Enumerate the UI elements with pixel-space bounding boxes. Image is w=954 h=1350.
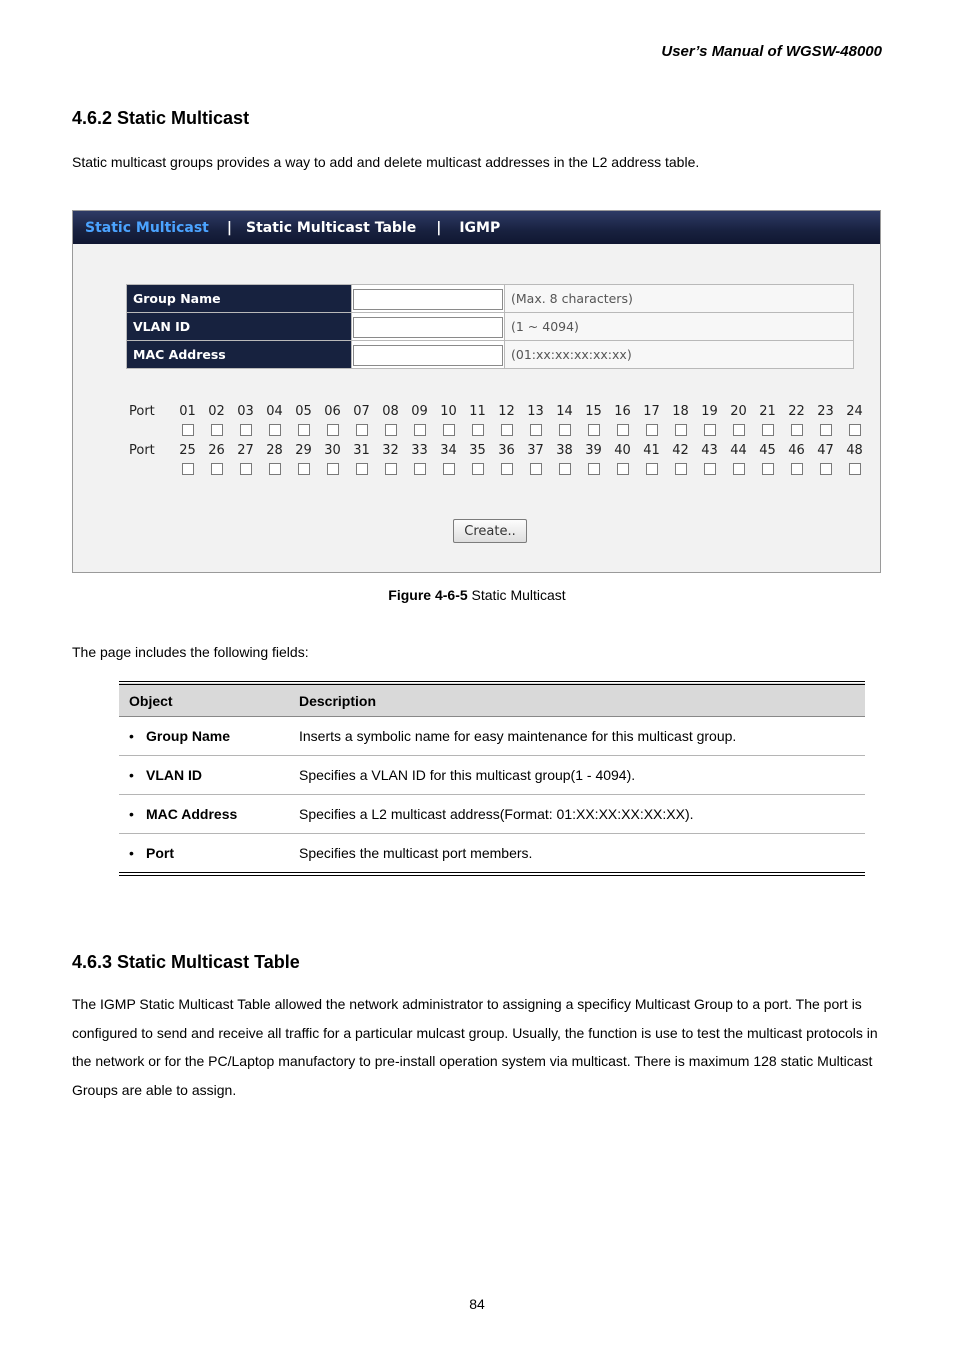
field-description-table xyxy=(119,681,865,876)
group-name-label: Group Name xyxy=(127,285,352,313)
port-row-label: Port xyxy=(129,443,155,458)
port-checkbox[interactable] xyxy=(762,424,774,436)
port-checkbox[interactable] xyxy=(530,424,542,436)
port-cell xyxy=(202,403,231,436)
port-checkbox[interactable] xyxy=(443,463,455,475)
port-checkbox[interactable] xyxy=(675,424,687,436)
port-cell xyxy=(289,442,318,475)
port-cell xyxy=(811,442,840,475)
port-checkbox[interactable] xyxy=(182,463,194,475)
port-cell xyxy=(521,403,550,436)
section-intro: Static multicast groups provides a way to add and delete multicast addresses in the L2 address table. xyxy=(72,154,700,170)
group-name-hint: (Max. 8 characters) xyxy=(505,285,854,313)
column-header-object: Object xyxy=(119,683,289,717)
port-number: 11 xyxy=(469,404,486,419)
port-checkbox[interactable] xyxy=(269,463,281,475)
port-checkbox[interactable] xyxy=(356,424,368,436)
tab-separator: | xyxy=(436,219,442,236)
port-number: 38 xyxy=(556,443,573,458)
mac-address-input[interactable] xyxy=(353,345,503,366)
port-cell xyxy=(202,442,231,475)
figure-caption xyxy=(0,587,954,603)
form-row-mac-address xyxy=(127,341,854,369)
form-row-group-name xyxy=(127,285,854,313)
port-checkbox[interactable] xyxy=(704,424,716,436)
port-number: 40 xyxy=(614,443,631,458)
port-number: 04 xyxy=(266,404,283,419)
vlan-id-hint: (1 ~ 4094) xyxy=(505,313,854,341)
port-number: 10 xyxy=(440,404,457,419)
port-number: 27 xyxy=(237,443,254,458)
tab-bar xyxy=(73,211,880,244)
port-number: 20 xyxy=(730,404,747,419)
manual-header-title: User’s Manual of WGSW-48000 xyxy=(661,43,882,60)
port-number: 21 xyxy=(759,404,776,419)
port-checkbox[interactable] xyxy=(849,463,861,475)
port-checkbox[interactable] xyxy=(733,463,745,475)
port-checkbox[interactable] xyxy=(791,424,803,436)
port-number: 35 xyxy=(469,443,486,458)
port-cell xyxy=(782,403,811,436)
port-checkbox[interactable] xyxy=(211,424,223,436)
port-number: 16 xyxy=(614,404,631,419)
port-cell xyxy=(666,442,695,475)
port-number: 02 xyxy=(208,404,225,419)
port-checkbox[interactable] xyxy=(356,463,368,475)
port-number: 30 xyxy=(324,443,341,458)
port-checkbox[interactable] xyxy=(675,463,687,475)
port-checkbox[interactable] xyxy=(646,424,658,436)
port-checkbox[interactable] xyxy=(646,463,658,475)
port-checkbox[interactable] xyxy=(588,463,600,475)
port-number: 28 xyxy=(266,443,283,458)
port-checkbox[interactable] xyxy=(182,424,194,436)
field-object: Port xyxy=(146,845,174,861)
field-description: Specifies the multicast port members. xyxy=(299,845,533,861)
port-number: 03 xyxy=(237,404,254,419)
port-number: 25 xyxy=(179,443,196,458)
port-cell xyxy=(434,442,463,475)
port-number: 09 xyxy=(411,404,428,419)
port-checkbox[interactable] xyxy=(849,424,861,436)
port-number: 32 xyxy=(382,443,399,458)
port-number: 33 xyxy=(411,443,428,458)
port-checkbox[interactable] xyxy=(733,424,745,436)
port-checkbox[interactable] xyxy=(762,463,774,475)
port-cell xyxy=(840,403,869,436)
port-checkbox[interactable] xyxy=(617,424,629,436)
port-number: 22 xyxy=(788,404,805,419)
port-number: 19 xyxy=(701,404,718,419)
port-cell xyxy=(405,403,434,436)
port-cell xyxy=(231,442,260,475)
port-checkbox[interactable] xyxy=(298,424,310,436)
port-number: 07 xyxy=(353,404,370,419)
port-checkbox[interactable] xyxy=(559,463,571,475)
figure-caption-label: Figure 4-6-5 xyxy=(388,587,468,603)
port-row-label: Port xyxy=(129,404,155,419)
create-button[interactable]: Create.. xyxy=(453,519,527,543)
port-cell xyxy=(579,403,608,436)
port-cell xyxy=(260,442,289,475)
port-number: 01 xyxy=(179,404,196,419)
port-checkbox[interactable] xyxy=(472,424,484,436)
bullet-icon: • xyxy=(129,767,134,783)
group-name-input[interactable] xyxy=(353,289,503,310)
port-number: 42 xyxy=(672,443,689,458)
port-cell xyxy=(376,403,405,436)
tab-static-multicast-table[interactable]: Static Multicast Table xyxy=(245,219,417,236)
port-number: 34 xyxy=(440,443,457,458)
field-description: Specifies a L2 multicast address(Format: 01:XX:XX:XX:XX:XX). xyxy=(289,795,865,834)
vlan-id-input[interactable] xyxy=(353,317,503,338)
vlan-id-label: VLAN ID xyxy=(127,313,352,341)
port-cell xyxy=(173,442,202,475)
table-row xyxy=(119,795,865,834)
port-number: 46 xyxy=(788,443,805,458)
port-cell xyxy=(637,442,666,475)
port-checkbox[interactable] xyxy=(820,463,832,475)
port-checkbox[interactable] xyxy=(269,424,281,436)
tab-igmp[interactable]: IGMP xyxy=(459,219,501,236)
port-number: 14 xyxy=(556,404,573,419)
figure-caption-text: Static Multicast xyxy=(467,587,566,603)
port-checkbox[interactable] xyxy=(704,463,716,475)
port-number: 17 xyxy=(643,404,660,419)
port-cell xyxy=(492,403,521,436)
field-description: Inserts a symbolic name for easy maintenance for this multicast group. xyxy=(289,717,865,756)
port-number: 47 xyxy=(817,443,834,458)
port-number: 05 xyxy=(295,404,312,419)
port-checkbox[interactable] xyxy=(559,424,571,436)
mac-address-label: MAC Address xyxy=(127,341,352,369)
port-cell xyxy=(695,442,724,475)
port-checkbox[interactable] xyxy=(298,463,310,475)
port-cell xyxy=(260,403,289,436)
tab-static-multicast[interactable]: Static Multicast xyxy=(85,219,209,236)
port-cell xyxy=(318,442,347,475)
port-checkbox[interactable] xyxy=(820,424,832,436)
section-heading-static-multicast-table: 4.6.3 Static Multicast Table xyxy=(72,952,300,972)
tab-separator: | xyxy=(226,219,232,236)
port-checkbox[interactable] xyxy=(240,424,252,436)
port-cell xyxy=(173,403,202,436)
port-cell xyxy=(463,442,492,475)
port-number: 36 xyxy=(498,443,515,458)
port-number: 43 xyxy=(701,443,718,458)
port-checkbox[interactable] xyxy=(414,463,426,475)
port-cell xyxy=(724,403,753,436)
field-object: Group Name xyxy=(146,728,231,744)
bullet-icon: • xyxy=(129,845,134,861)
port-number: 13 xyxy=(527,404,544,419)
port-number: 08 xyxy=(382,404,399,419)
port-cell xyxy=(434,403,463,436)
port-number: 44 xyxy=(730,443,747,458)
port-checkbox[interactable] xyxy=(530,463,542,475)
port-number: 29 xyxy=(295,443,312,458)
port-checkbox[interactable] xyxy=(327,424,339,436)
port-cell xyxy=(637,403,666,436)
port-row xyxy=(129,403,869,442)
port-cell xyxy=(463,403,492,436)
port-number: 18 xyxy=(672,404,689,419)
port-checkbox[interactable] xyxy=(385,424,397,436)
table-row xyxy=(119,834,865,875)
port-cell xyxy=(608,403,637,436)
port-checkbox[interactable] xyxy=(240,463,252,475)
port-selector xyxy=(129,403,869,481)
field-object: VLAN ID xyxy=(146,767,202,783)
bullet-icon: • xyxy=(129,728,134,744)
port-number: 31 xyxy=(353,443,370,458)
port-checkbox[interactable] xyxy=(588,424,600,436)
page-number: 84 xyxy=(469,1296,485,1312)
port-cell xyxy=(753,403,782,436)
port-cell xyxy=(753,442,782,475)
port-cell xyxy=(579,442,608,475)
table-row xyxy=(119,756,865,795)
port-checkbox[interactable] xyxy=(443,424,455,436)
port-cell xyxy=(840,442,869,475)
port-checkbox[interactable] xyxy=(385,463,397,475)
table-row xyxy=(119,717,865,756)
port-cell xyxy=(811,403,840,436)
section-body: The IGMP Static Multicast Table allowed the network administrator to assigning a specificy Multicast Group to a port. The port is configured to send and receive all traffic for a particular mulcast group. Usually, the function is use to test the multicast protocols in the network or for the PC/Laptop manufactory to pre-install operation system via multicast. There is maximum 128 static Multicast Groups are able to assign. xyxy=(72,996,878,1099)
port-number: 15 xyxy=(585,404,602,419)
port-cell xyxy=(492,442,521,475)
column-header-description: Description xyxy=(289,683,865,717)
port-cell xyxy=(405,442,434,475)
port-checkbox[interactable] xyxy=(501,463,513,475)
port-cell xyxy=(318,403,347,436)
port-number: 26 xyxy=(208,443,225,458)
section-heading-static-multicast: 4.6.2 Static Multicast xyxy=(72,108,250,128)
port-row xyxy=(129,442,869,481)
port-cell xyxy=(550,442,579,475)
port-cell xyxy=(231,403,260,436)
port-cell xyxy=(695,403,724,436)
port-checkbox[interactable] xyxy=(472,463,484,475)
port-cell xyxy=(289,403,318,436)
port-checkbox[interactable] xyxy=(211,463,223,475)
port-cell xyxy=(666,403,695,436)
port-checkbox[interactable] xyxy=(791,463,803,475)
port-cell xyxy=(550,403,579,436)
port-cell xyxy=(376,442,405,475)
form-row-vlan-id xyxy=(127,313,854,341)
port-number: 23 xyxy=(817,404,834,419)
port-cell xyxy=(782,442,811,475)
port-number: 41 xyxy=(643,443,660,458)
mac-address-hint: (01:xx:xx:xx:xx:xx) xyxy=(505,341,854,369)
port-cell xyxy=(521,442,550,475)
static-multicast-screenshot xyxy=(72,210,881,573)
port-checkbox[interactable] xyxy=(501,424,513,436)
port-cell xyxy=(347,442,376,475)
port-number: 37 xyxy=(527,443,544,458)
port-number: 12 xyxy=(498,404,515,419)
port-number: 24 xyxy=(846,404,863,419)
port-number: 45 xyxy=(759,443,776,458)
multicast-form xyxy=(126,284,854,369)
fields-intro: The page includes the following fields: xyxy=(72,644,309,660)
bullet-icon: • xyxy=(129,806,134,822)
port-number: 48 xyxy=(846,443,863,458)
field-object: MAC Address xyxy=(146,806,238,822)
field-description: Specifies a VLAN ID for this multicast group(1 - 4094). xyxy=(289,756,865,795)
port-cell xyxy=(608,442,637,475)
port-number: 06 xyxy=(324,404,341,419)
port-number: 39 xyxy=(585,443,602,458)
port-checkbox[interactable] xyxy=(414,424,426,436)
port-checkbox[interactable] xyxy=(617,463,629,475)
port-cell xyxy=(724,442,753,475)
port-checkbox[interactable] xyxy=(327,463,339,475)
port-cell xyxy=(347,403,376,436)
